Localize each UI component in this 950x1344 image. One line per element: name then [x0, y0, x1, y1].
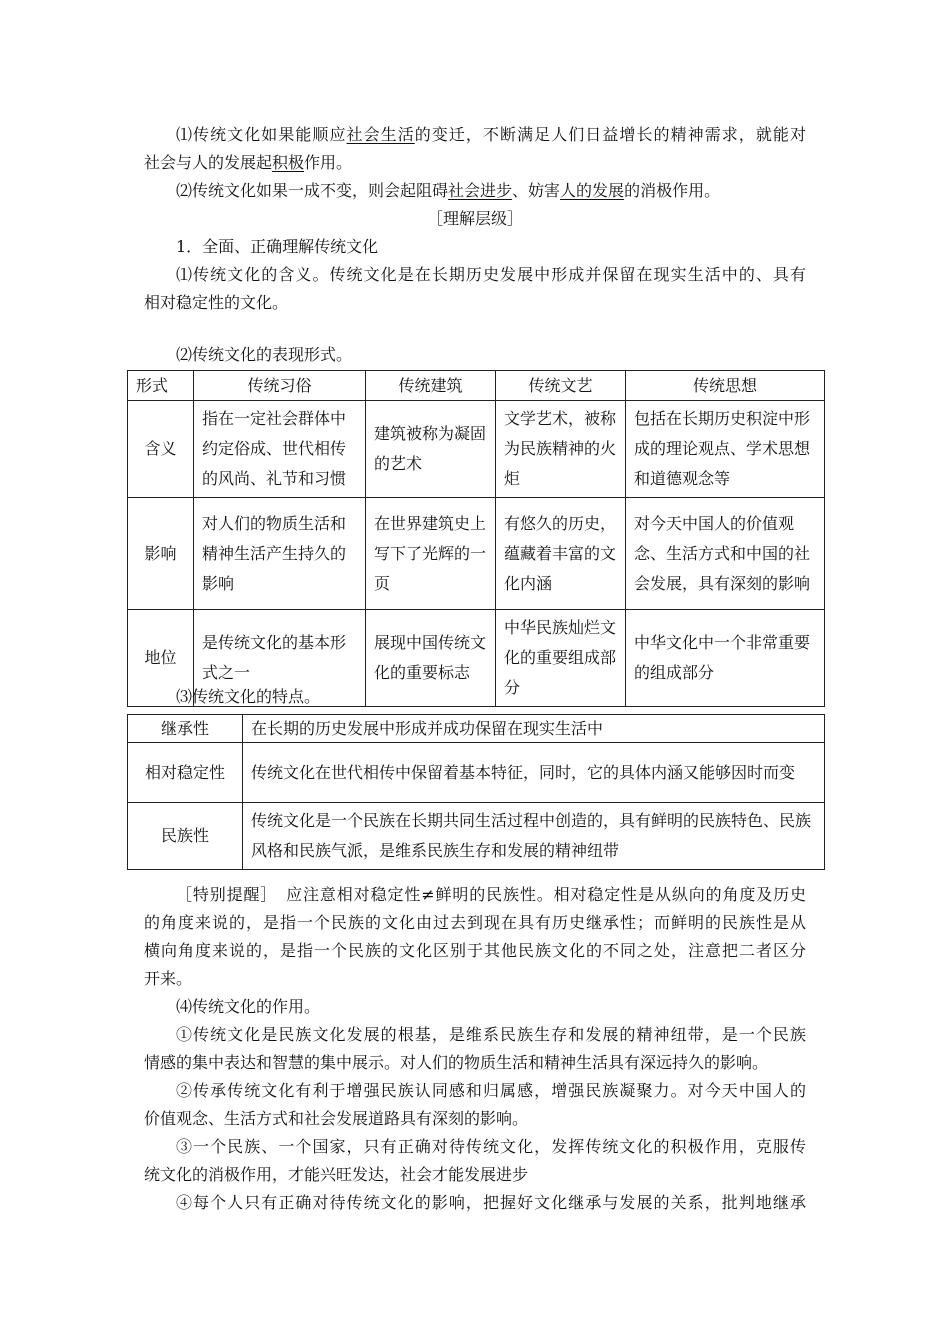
- reminder-line-2: 的角度来说的，是指一个民族的文化由过去到现在具有历史继承性；而鲜明的民族性是从: [144, 913, 806, 932]
- role-3-line-1: ③一个民族、一个国家，只有正确对待传统文化，发挥传统文化的积极作用，克服传: [176, 1137, 806, 1156]
- table-cell: 指在一定社会群体中约定俗成、世代相传的风尚、礼节和习惯: [194, 401, 366, 498]
- role-1-line-2: 情感的集中表达和智慧的集中展示。对人们的物质生活和精神生活具有深远持久的影响。: [144, 1053, 769, 1072]
- table-cell: 对人们的物质生活和精神生活产生持久的影响: [194, 498, 366, 610]
- underline-term: 积极: [272, 153, 305, 172]
- table-cell: 有悠久的历史，蕴藏着丰富的文化内涵: [496, 498, 626, 610]
- header-cell: 传统思想: [626, 371, 825, 401]
- reminder-line-1: ［特别提醒］ 应注意相对稳定性≠鲜明的民族性。相对稳定性是从纵向的角度及历史: [176, 885, 806, 904]
- features-title: ⑶传统文化的特点。: [176, 687, 321, 706]
- underline-term: 社会进步: [448, 181, 513, 200]
- forms-title: ⑵传统文化的表现形式。: [176, 345, 353, 364]
- table-row: [128, 401, 825, 498]
- role-4-line-1: ④每个人只有正确对待传统文化的影响，把握好文化继承与发展的关系，批判地继承: [176, 1193, 806, 1212]
- row-label: 影响: [128, 498, 194, 610]
- role-2-line-2: 价值观念、生活方式和社会发展道路具有深刻的影响。: [144, 1109, 529, 1128]
- section-heading: ［理解层级］: [426, 209, 523, 228]
- para-2: ⑵传统文化如果一成不变，则会起阻碍社会进步、妨害人的发展的消极作用。: [176, 181, 721, 200]
- table-cell: 是传统文化的基本形式之一: [194, 610, 366, 707]
- table-row: [128, 715, 825, 743]
- roles-title: ⑷传统文化的作用。: [176, 997, 321, 1016]
- row-label: 民族性: [128, 803, 243, 870]
- role-3-line-2: 统文化的消极作用，才能兴旺发达，社会才能发展进步: [144, 1165, 529, 1184]
- underline-term: 社会生活: [346, 125, 415, 144]
- table-row: [128, 803, 825, 870]
- row-label: 含义: [128, 401, 194, 498]
- role-1-line-1: ①传统文化是民族文化发展的根基，是维系民族生存和发展的精神纽带，是一个民族: [176, 1025, 806, 1044]
- features-table: [127, 714, 825, 870]
- role-2-line-1: ②传承传统文化有利于增强民族认同感和归属感，增强民族凝聚力。对今天中国人的: [176, 1081, 806, 1100]
- row-label: 相对稳定性: [128, 743, 243, 803]
- header-cell: 形式: [128, 371, 194, 401]
- header-cell: 传统文艺: [496, 371, 626, 401]
- table-cell: 中华文化中一个非常重要的组成部分: [626, 610, 825, 707]
- table-cell: 对今天中国人的价值观念、生活方式和中国的社会发展，具有深刻的影响: [626, 498, 825, 610]
- table-cell: 在长期的历史发展中形成并成功保留在现实生活中: [243, 715, 825, 743]
- forms-header-row: [128, 371, 825, 401]
- forms-table: [127, 370, 825, 707]
- table-row: [128, 498, 825, 610]
- table-cell: 中华民族灿烂文化的重要组成部分: [496, 610, 626, 707]
- table-cell: 包括在长期历史积淀中形成的理论观点、学术思想和道德观念等: [626, 401, 825, 498]
- para-1-line-2: 社会与人的发展起积极作用。: [144, 153, 353, 172]
- table-cell: 文学艺术，被称为民族精神的火炬: [496, 401, 626, 498]
- row-label: 地位: [128, 610, 194, 707]
- table-cell: 传统文化在世代相传中保留着基本特征，同时，它的具体内涵又能够因时而变: [243, 743, 825, 803]
- meaning-line-2: 相对稳定性的文化。: [144, 293, 289, 312]
- header-cell: 传统建筑: [366, 371, 496, 401]
- table-cell: 在世界建筑史上写下了光辉的一页: [366, 498, 496, 610]
- reminder-line-3: 横向角度来说的，是指一个民族的文化区别于其他民族文化的不同之处，注意把二者区分: [144, 941, 806, 960]
- row-label: 继承性: [128, 715, 243, 743]
- table-cell: 建筑被称为凝固的艺术: [366, 401, 496, 498]
- reminder-line-4: 开来。: [144, 969, 193, 988]
- para-1-line-1: ⑴传统文化如果能顺应社会生活的变迁，不断满足人们日益增长的精神需求，就能对: [176, 125, 806, 144]
- meaning-line-1: ⑴传统文化的含义。传统文化是在长期历史发展中形成并保留在现实生活中的、具有: [176, 265, 806, 284]
- item-1-title: 1．全面、正确理解传统文化: [176, 237, 379, 256]
- table-cell: 展现中国传统文化的重要标志: [366, 610, 496, 707]
- table-row: [128, 743, 825, 803]
- header-cell: 传统习俗: [194, 371, 366, 401]
- table-cell: 传统文化是一个民族在长期共同生活过程中创造的，具有鲜明的民族特色、民族风格和民族气派，是维系民族生存和发展的精神纽带: [243, 803, 825, 870]
- underline-term: 人的发展: [560, 181, 625, 200]
